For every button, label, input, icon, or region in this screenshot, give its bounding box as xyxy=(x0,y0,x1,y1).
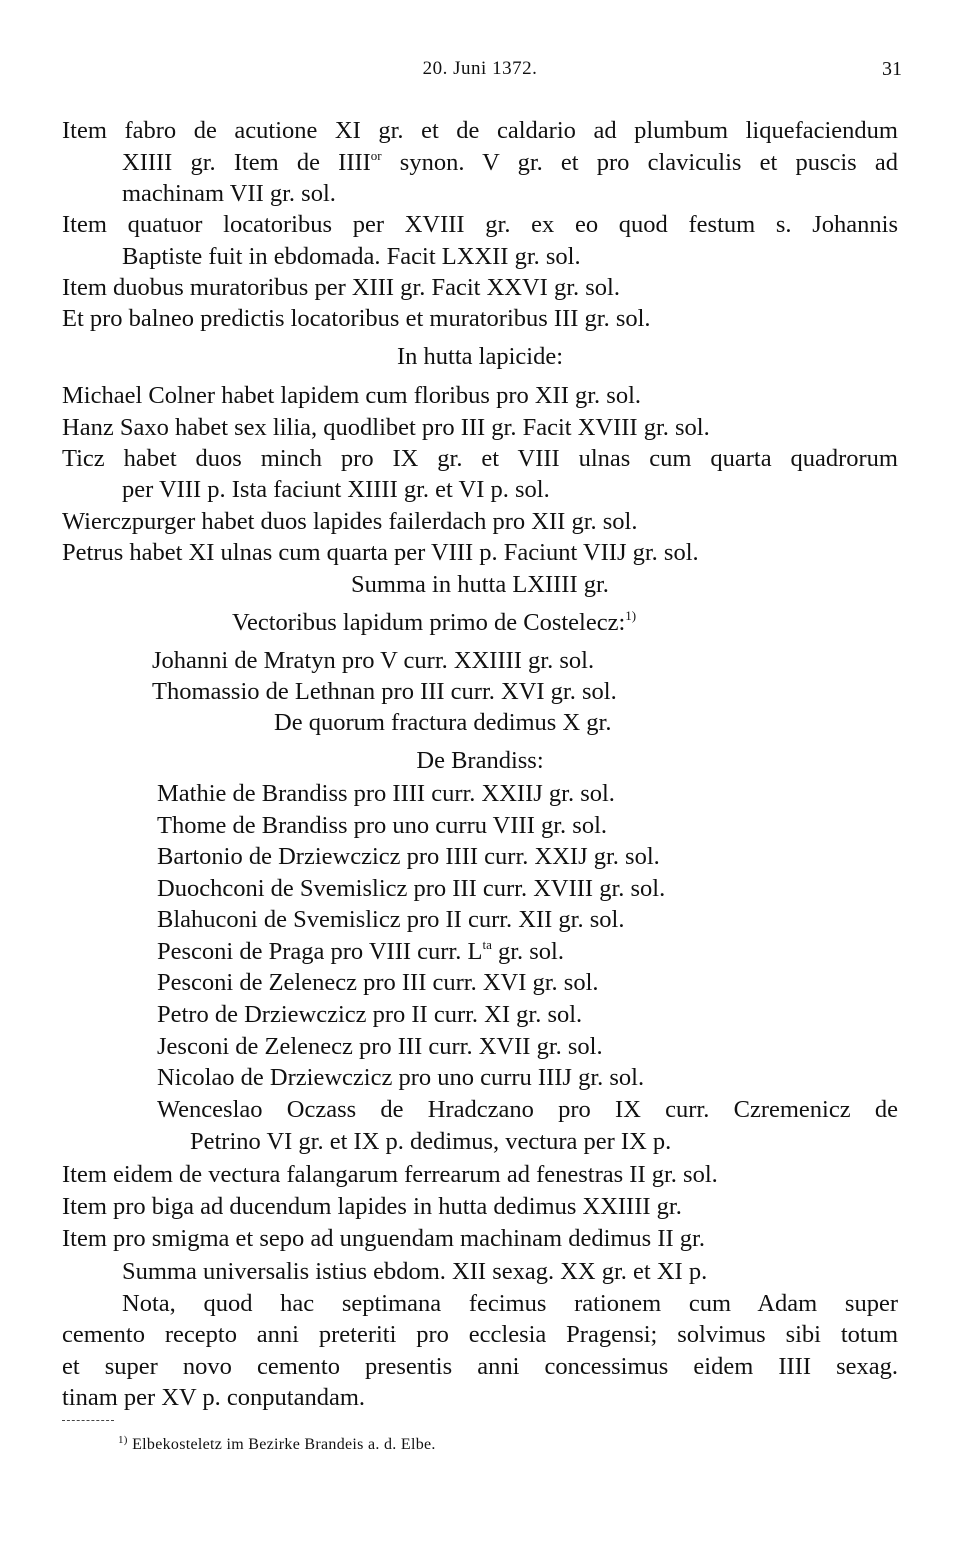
page-header xyxy=(0,58,960,88)
footnote xyxy=(118,1436,436,1454)
section-heading: In hutta lapicide: xyxy=(397,343,563,370)
text-line: Baptiste fuit in ebdomada. Facit LXXII gr. sol. xyxy=(122,243,581,270)
text-line: Duochconi de Svemislicz pro III curr. XVIII gr. sol. xyxy=(157,875,666,902)
text-line: per VIII p. Ista faciunt XIIII gr. et VI p. sol. xyxy=(122,476,550,503)
text-line: Item duobus muratoribus per XIII gr. Facit XXVI gr. sol. xyxy=(62,274,620,301)
text-line: Pesconi de Praga pro VIII curr. $L^{ta}$ gr. sol. xyxy=(157,937,564,965)
text-line: Petrino VI gr. et IX p. dedimus, vectura per IX p. xyxy=(190,1128,672,1155)
text-line: Et pro balneo predictis locatoribus et muratoribus III gr. sol. xyxy=(62,305,651,332)
text-line: Thome de Brandiss pro uno curru VIII gr. sol. xyxy=(157,812,607,839)
superscript: ta xyxy=(482,937,492,952)
page-number: 31 xyxy=(882,58,902,80)
text-line: Bartonio de Drziewczicz pro IIII curr. XXIJ gr. sol. xyxy=(157,843,660,870)
text-line: tinam per XV p. conputandam. xyxy=(62,1384,366,1411)
text-line: Wenceslao Oczass de Hradczano pro IX curr. Czremenicz de xyxy=(157,1096,898,1123)
text-line: Item pro smigma et sepo ad unguendam machinam dedimus II gr. xyxy=(62,1225,705,1252)
text-line: cemento recepto anni preteriti pro ecclesia Pragensi; solvimus sibi totum xyxy=(62,1321,898,1348)
text-line: Ticz habet duos minch pro IX gr. et VIII ulnas cum quarta quadrorum xyxy=(62,445,898,472)
text-line: XIIII gr. Item de $IIII^{or}$ synon. V gr. et pro claviculis et puscis ad xyxy=(122,148,898,176)
footnote-text: Elbekosteletz im Bezirke Brandeis a. d. Elbe. xyxy=(132,1436,436,1453)
text-line: Nicolao de Drziewczicz pro uno curru IIIJ gr. sol. xyxy=(157,1064,645,1091)
text-line: Item fabro de acutione XI gr. et de caldario ad plumbum liquefaciendum xyxy=(62,117,898,144)
text-line: De quorum fractura dedimus X gr. xyxy=(274,709,612,736)
text-line: Item eidem de vectura falangarum ferrearum ad fenestras II gr. sol. xyxy=(62,1161,718,1188)
text-line: et super novo cemento presentis anni concessimus eidem IIII sexag. xyxy=(62,1353,898,1380)
section-summary: Summa universalis istius ebdom. XII sexag. XX gr. et XI p. xyxy=(122,1258,708,1285)
text-line: Petro de Drziewczicz pro II curr. XI gr. sol. xyxy=(157,1001,583,1028)
text-line: machinam VII gr. sol. xyxy=(122,180,336,207)
text-line: Petrus habet XI ulnas cum quarta per VIII p. Faciunt VIIJ gr. sol. xyxy=(62,539,699,566)
text-line: Thomassio de Lethnan pro III curr. XVI gr. sol. xyxy=(152,678,617,705)
footnote-marker: 1) xyxy=(118,1434,128,1446)
section-heading: Vectoribus lapidum primo de Costelecz:$^{1)}$ xyxy=(232,608,637,636)
section-heading: De Brandiss: xyxy=(416,747,544,774)
text-line: Jesconi de Zelenecz pro III curr. XVII gr. sol. xyxy=(157,1033,603,1060)
text-line: Mathie de Brandiss pro IIII curr. XXIIJ gr. sol. xyxy=(157,780,615,807)
text-line: Hanz Saxo habet sex lilia, quodlibet pro III gr. Facit XVIII gr. sol. xyxy=(62,414,710,441)
text-line: Nota, quod hac septimana fecimus rationem cum Adam super xyxy=(122,1290,898,1317)
footnote-reference: 1) xyxy=(625,608,637,623)
text-line: Blahuconi de Svemislicz pro II curr. XII gr. sol. xyxy=(157,906,625,933)
text-line: Item pro biga ad ducendum lapides in hutta dedimus XXIIII gr. xyxy=(62,1193,682,1220)
text-line: Item quatuor locatoribus per XVIII gr. ex eo quod festum s. Johannis xyxy=(62,211,898,238)
text-line: Pesconi de Zelenecz pro III curr. XVI gr. sol. xyxy=(157,969,599,996)
footnote-divider xyxy=(62,1420,114,1421)
page-date: 20. Juni 1372. xyxy=(422,58,538,79)
superscript: or xyxy=(370,148,382,163)
section-summary: Summa in hutta LXIIII gr. xyxy=(351,571,609,598)
text-line: Johanni de Mratyn pro V curr. XXIIII gr. sol. xyxy=(152,647,595,674)
text-line: Wierczpurger habet duos lapides failerdach pro XII gr. sol. xyxy=(62,508,638,535)
text-line: Michael Colner habet lapidem cum floribus pro XII gr. sol. xyxy=(62,382,642,409)
